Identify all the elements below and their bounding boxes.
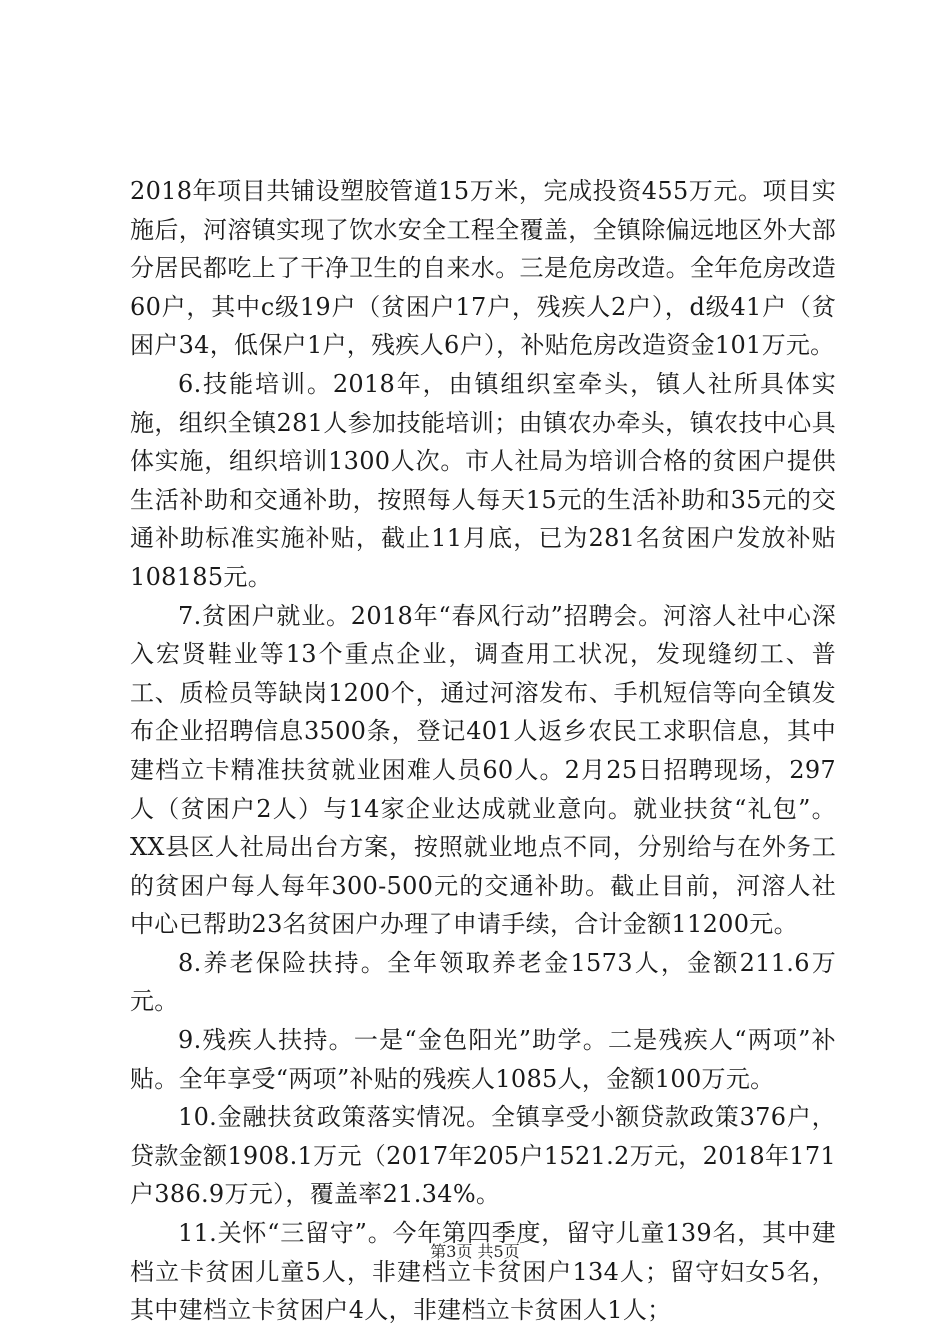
paragraph-continued: 2018年项目共铺设塑胶管道15万米，完成投资455万元。项目实施后，河溶镇实现了饮水安全工程全覆盖，全镇除偏远地区外大部分居民都吃上了干净卫生的自来水。三是危房改造。全年危房改造60户，其中c级19户（贫困户17户，残疾人2户），d级41户（贫困户34，低保户1户，残疾人6户），补贴危房改造资金101万元。	[130, 177, 836, 360]
paragraph-financial-policy: 10.金融扶贫政策落实情况。全镇享受小额贷款政策376户，贷款金额1908.1万元（2017年205户1521.2万元，2018年171户386.9万元），覆盖率21.34%。	[130, 1103, 836, 1209]
page-number-footer: 第3页 共5页	[430, 1242, 520, 1261]
paragraph-pension: 8.养老保险扶持。全年领取养老金1573人，金额211.6万元。	[130, 948, 836, 1016]
paragraph-left-behind-care: 11.关怀“三留守”。今年第四季度，留守儿童139名，其中建档立卡贫困儿童5人，非建档立卡贫困户134人；留守妇女5名，其中建档立卡贫困户4人，非建档立卡贫困人1人；	[130, 1219, 836, 1325]
document-body	[130, 172, 836, 1330]
paragraph-skills-training: 6.技能培训。2018年，由镇组织室牵头，镇人社所具体实施，组织全镇281人参加技能培训；由镇农办牵头，镇农技中心具体实施，组织培训1300人次。市人社局为培训合格的贫困户提供生活补助和交通补助，按照每人每天15元的生活补助和35元的交通补助标准实施补贴，截止11月底，已为281名贫困户发放补贴108185元。	[130, 369, 836, 591]
paragraph-disability-support: 9.残疾人扶持。一是“金色阳光”助学。二是残疾人“两项”补贴。全年享受“两项”补贴的残疾人1085人，金额100万元。	[130, 1026, 836, 1093]
paragraph-employment: 7.贫困户就业。2018年“春风行动”招聘会。河溶人社中心深入宏贤鞋业等13个重点企业，调查用工状况，发现缝纫工、普工、质检员等缺岗1200个，通过河溶发布、手机短信等向全镇发布企业招聘信息3500条，登记401人返乡农民工求职信息，其中建档立卡精准扶贫就业困难人员60人。2月25日招聘现场，297人（贫困户2人）与14家企业达成就业意向。就业扶贫“礼包”。XX县区人社局出台方案，按照就业地点不同，分别给与在外务工的贫困户每人每年300-500元的交通补助。截止目前，河溶人社中心已帮助23名贫困户办理了申请手续，合计金额11200元。	[130, 601, 836, 939]
